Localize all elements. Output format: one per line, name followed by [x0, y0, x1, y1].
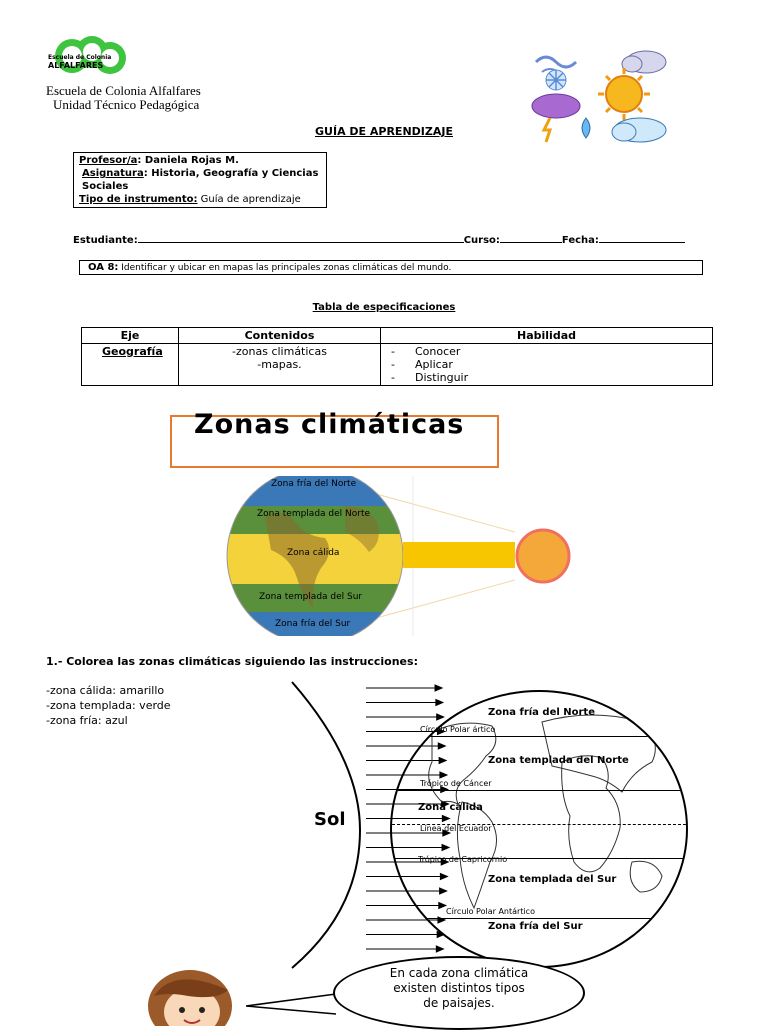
globe-label-north-cold: Zona fría del Norte: [271, 479, 357, 489]
logo-text-line1: Escuela de Colonia: [48, 54, 112, 61]
globe-illustration: [225, 476, 575, 636]
globe-label-north-temperate: Zona templada del Norte: [257, 509, 371, 519]
teacher-label: Profesor/a: [79, 155, 138, 166]
instrument-value: Guía de aprendizaje: [197, 194, 301, 205]
sun-beam: [403, 542, 515, 568]
map-zone-south-temperate: Zona templada del Sur: [488, 874, 617, 885]
instrument-label: Tipo de instrumento:: [79, 194, 198, 205]
student-line: [73, 235, 685, 246]
header-habilidad: Habilidad: [381, 328, 713, 344]
instruction-item: -zona cálida: amarillo: [46, 684, 165, 697]
sun-icon: [598, 68, 650, 120]
arctic-circle-line: [392, 736, 686, 737]
instrument-row: [79, 193, 321, 206]
snowflake-icon: [546, 70, 566, 90]
habilidad-item: - Conocer: [385, 345, 708, 358]
antarctic-circle-line: [392, 918, 686, 919]
spec-data-row: [82, 344, 713, 386]
subject-label: Asignatura: [82, 168, 144, 179]
speech-bubble: [333, 956, 585, 1030]
tropic-cancer-line: [392, 790, 686, 791]
banner-title: Zonas climáticas: [194, 409, 465, 440]
map-line-capricorn: Trópico de Capricornio: [418, 855, 508, 864]
header-eje: Eje: [82, 328, 179, 344]
teacher-value: : Daniela Rojas M.: [137, 155, 239, 166]
student-field[interactable]: [138, 242, 464, 243]
school-name: Escuela de Colonia Alfalfares: [46, 83, 201, 98]
teacher-row: [79, 154, 321, 167]
course-label: Curso:: [463, 235, 500, 246]
globe-label-south-temperate: Zona templada del Sur: [259, 592, 363, 602]
date-field[interactable]: [599, 242, 685, 243]
spec-table-title: Tabla de especificaciones: [312, 302, 456, 313]
map-line-equator: Línea del Ecuador: [420, 824, 492, 833]
logo-text-line2: ALFALFARES: [48, 61, 104, 70]
contenido-item: -zonas climáticas: [232, 345, 327, 358]
map-zone-south-cold: Zona fría del Sur: [488, 921, 583, 932]
map-line-antarctic: Círculo Polar Antártico: [446, 907, 535, 916]
map-zone-warm: Zona cálida: [418, 802, 483, 813]
map-zone-north-temperate: Zona templada del Norte: [488, 755, 629, 766]
world-map-globe: [390, 690, 690, 970]
cloud-icon: [622, 51, 666, 73]
sun-label: Sol: [314, 809, 346, 830]
subject-value: : Historia, Geografía y Ciencias Sociales: [82, 168, 319, 192]
eje-value: Geografía: [82, 344, 179, 386]
instruction-list: [46, 683, 171, 728]
girl-character-icon: [130, 966, 250, 1026]
spec-table: [81, 327, 713, 386]
contenido-item: -mapas.: [257, 358, 302, 371]
banner-box: [170, 409, 499, 468]
habilidades-cell: [381, 344, 713, 386]
speech-bubble-text: En cada zona climática existen distintos tipos de paisajes.: [389, 966, 529, 1010]
instruction-item: -zona templada: verde: [46, 699, 171, 712]
map-zone-north-cold: Zona fría del Norte: [488, 707, 595, 718]
habilidad-item: - Aplicar: [385, 358, 708, 371]
info-box: [73, 152, 327, 208]
question-text: 1.- Colorea las zonas climáticas siguiendo las instrucciones:: [46, 655, 418, 668]
objective-box: [79, 260, 703, 275]
student-label: Estudiante:: [73, 235, 138, 246]
map-line-cancer: Trópico de Cáncer: [420, 779, 492, 788]
speech-pointer: [246, 990, 346, 1020]
globe-label-south-cold: Zona fría del Sur: [275, 619, 351, 629]
globe-sun-icon: [517, 530, 569, 582]
habilidad-item: - Distinguir: [385, 371, 708, 384]
spec-header-row: [82, 328, 713, 344]
header-contenidos: Contenidos: [179, 328, 381, 344]
page-title: GUÍA DE APRENDIZAJE: [315, 125, 453, 138]
objective-label: OA 8:: [88, 262, 119, 273]
globe-label-warm: Zona cálida: [287, 548, 340, 558]
map-line-arctic: Círculo Polar ártico: [420, 725, 496, 734]
course-field[interactable]: [500, 242, 562, 243]
instruction-item: -zona fría: azul: [46, 714, 128, 727]
date-label: Fecha:: [561, 235, 599, 246]
subject-row: [79, 167, 321, 193]
school-logo: [46, 34, 130, 84]
unit-name: Unidad Técnico Pedagógica: [53, 97, 200, 112]
contenidos-cell: [179, 344, 381, 386]
objective-text: Identificar y ubicar en mapas las principales zonas climáticas del mundo.: [118, 263, 452, 273]
